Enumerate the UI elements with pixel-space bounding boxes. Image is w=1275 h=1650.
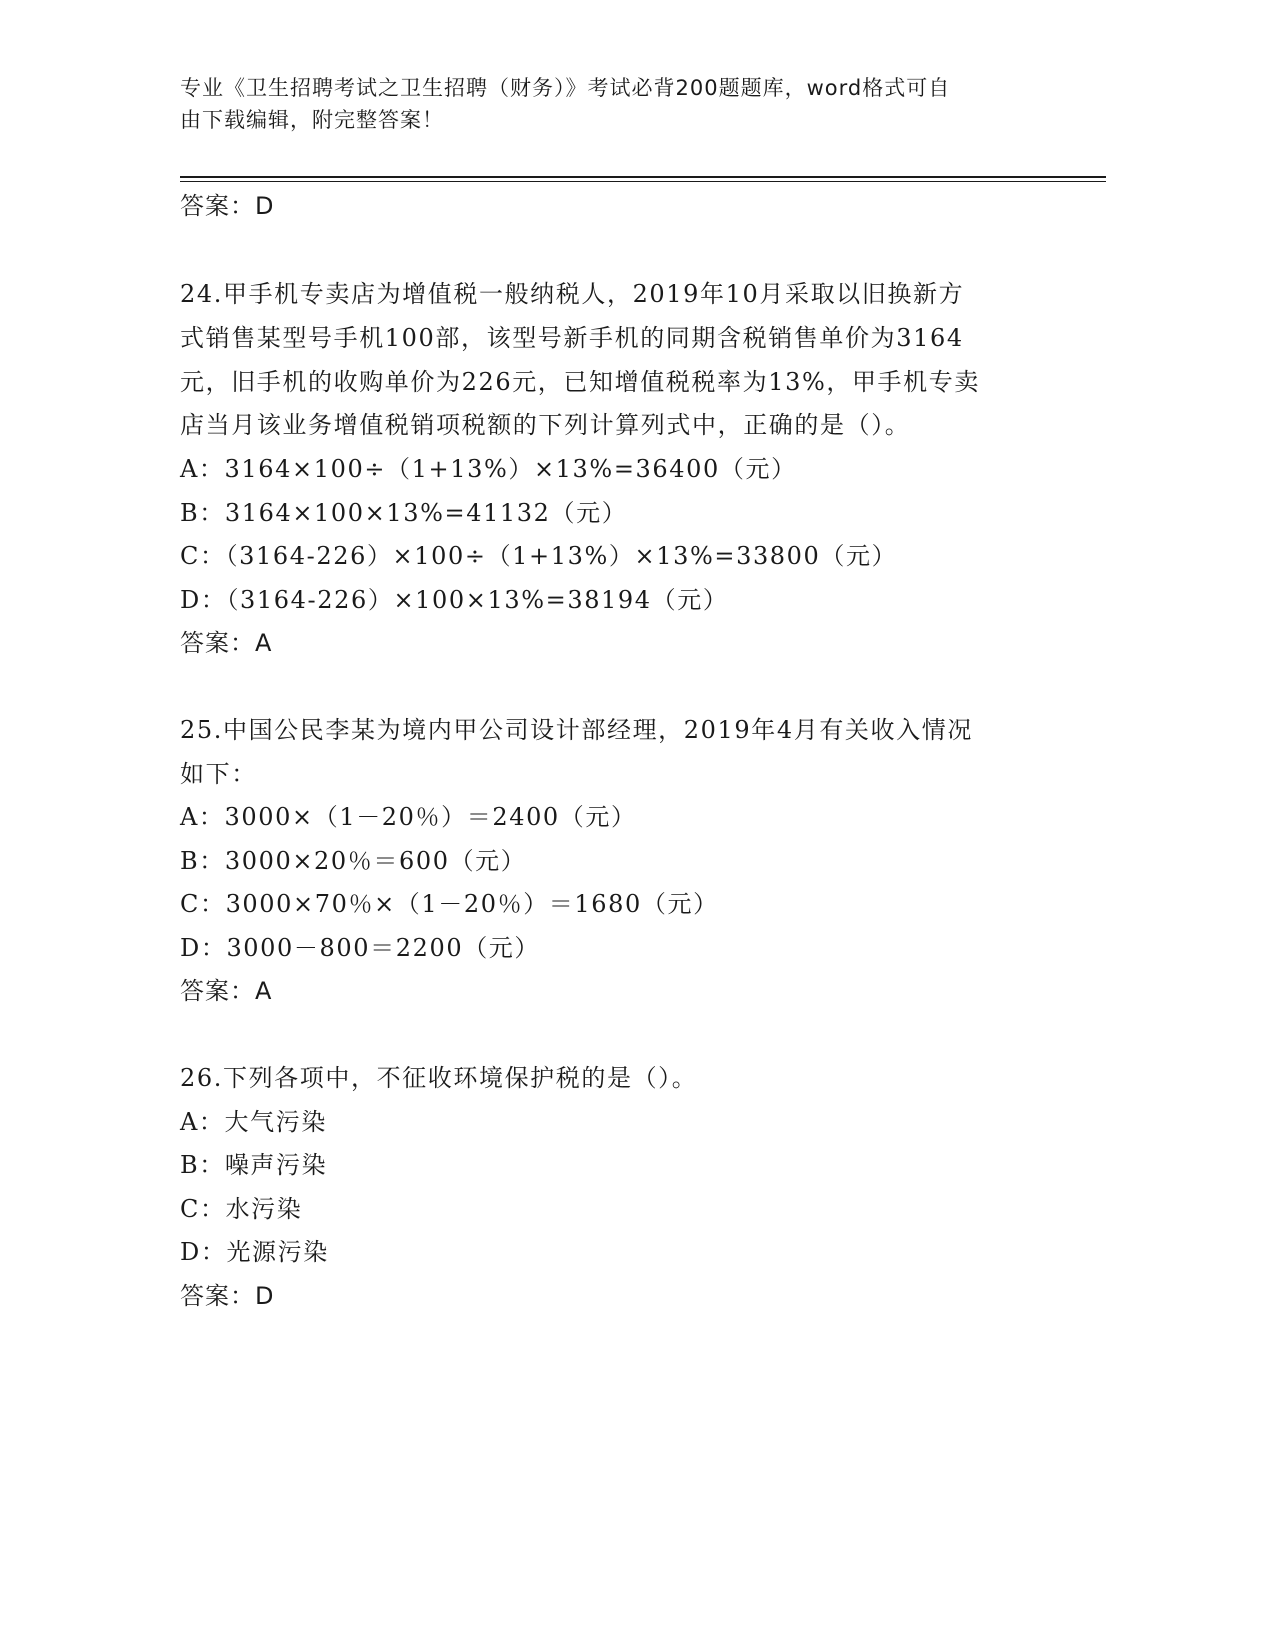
option-a: A：大气污染 bbox=[180, 1108, 327, 1136]
question-stem-line: 式销售某型号手机100部，该型号新手机的同期含税销售单价为3164 bbox=[180, 324, 964, 352]
header-title-line-2: 由下载编辑，附完整答案！ bbox=[180, 108, 444, 132]
document-header bbox=[180, 72, 1040, 136]
option-b: B：3164×100×13%=41132（元） bbox=[180, 499, 628, 527]
option-a: A：3164×100÷（1+13%）×13%=36400（元） bbox=[180, 455, 797, 483]
prev-answer: 答案：D bbox=[180, 192, 275, 220]
option-d: D：光源污染 bbox=[180, 1238, 329, 1266]
answer: 答案：D bbox=[180, 1282, 275, 1310]
option-c: C：（3164-226）×100÷（1+13%）×13%=33800（元） bbox=[180, 542, 898, 570]
option-d: D：3000－800＝2200（元） bbox=[180, 934, 541, 962]
question-stem-line: 24.甲手机专卖店为增值税一般纳税人，2019年10月采取以旧换新方 bbox=[180, 280, 965, 308]
option-a: A：3000×（1－20％）＝2400（元） bbox=[180, 803, 637, 831]
option-b: B：3000×20％＝600（元） bbox=[180, 847, 527, 875]
option-d: D：（3164-226）×100×13%=38194（元） bbox=[180, 586, 729, 614]
option-b: B：噪声污染 bbox=[180, 1151, 328, 1179]
header-divider-thin bbox=[180, 181, 1106, 182]
option-c: C：3000×70％×（1－20％）＝1680（元） bbox=[180, 890, 719, 918]
question-stem-line: 元，旧手机的收购单价为226元，已知增值税税率为13%，甲手机专卖 bbox=[180, 368, 980, 396]
question-stem-line: 26.下列各项中，不征收环境保护税的是（）。 bbox=[180, 1064, 698, 1092]
header-divider-thick bbox=[180, 176, 1106, 178]
answer: 答案：A bbox=[180, 977, 273, 1005]
header-title-line-1: 专业《卫生招聘考试之卫生招聘（财务）》考试必背200题题库，word格式可自 bbox=[180, 76, 951, 100]
answer: 答案：A bbox=[180, 629, 273, 657]
question-stem-line: 店当月该业务增值税销项税额的下列计算列式中，正确的是（）。 bbox=[180, 411, 911, 439]
question-stem-line: 25.中国公民李某为境内甲公司设计部经理，2019年4月有关收入情况 bbox=[180, 716, 973, 744]
option-c: C：水污染 bbox=[180, 1195, 303, 1223]
question-stem-line: 如下： bbox=[180, 760, 257, 788]
